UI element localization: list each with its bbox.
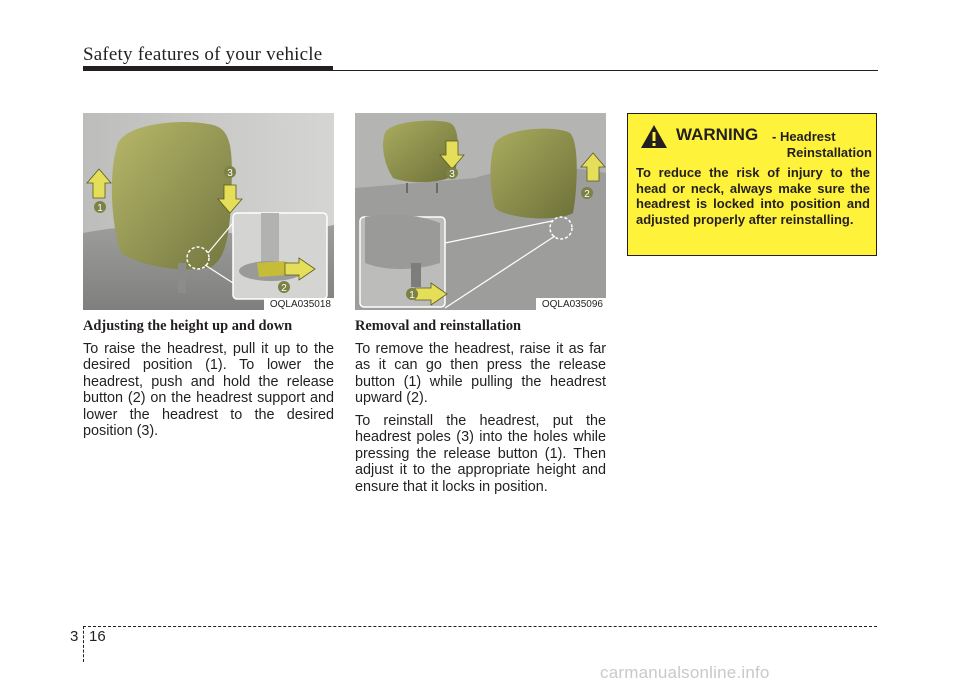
subheading: Adjusting the height up and down: [83, 318, 293, 334]
callout-1: 1: [409, 290, 415, 301]
footer-rule: [83, 626, 877, 627]
paragraph: To reinstall the headrest, put the headrest poles (3) into the holes while pressing the release button (1). Then adjust it to the appropriate height and ensure that it locks in position.: [355, 412, 606, 495]
figure-headrest-removal: [355, 113, 606, 310]
warning-subtitle: - Headrest: [772, 129, 836, 144]
footer-divider: [83, 626, 84, 662]
callout-3: 3: [227, 168, 233, 179]
section-title: Safety features of your vehicle: [83, 44, 323, 65]
title-rule-thick: [83, 66, 333, 71]
figure-code: OQLA035096: [536, 298, 606, 310]
figure-headrest-adjust: [83, 113, 334, 310]
warning-box: [627, 113, 877, 256]
chapter-number: 3: [70, 628, 79, 645]
warning-triangle-icon: [640, 124, 668, 149]
headrest-adjust-illustration: [83, 113, 334, 310]
headrest-removal-illustration: [355, 113, 606, 310]
figure-code: OQLA035018: [264, 298, 334, 310]
column-adjusting-height: [83, 318, 334, 446]
callout-2: 2: [281, 283, 287, 294]
callout-3: 3: [449, 169, 455, 180]
subheading: Removal and reinstallation: [355, 318, 522, 334]
warning-word: WARNING: [676, 125, 759, 144]
page-number: 16: [89, 628, 106, 645]
title-rule-thin: [333, 70, 878, 71]
paragraph: To raise the headrest, pull it up to the desired position (1). To lower the headrest, push and hold the release button (2) on the headrest support and lower the headrest to the desired position (3).: [83, 340, 334, 439]
paragraph: To remove the headrest, raise it as far as it can go then press the release button (1) while pulling the headrest upward (2).: [355, 340, 606, 406]
warning-body: To reduce the risk of injury to the head or neck, always make sure the headrest is locked into position and adjusted properly after reinstalling.: [636, 165, 870, 227]
warning-subtitle-line2: Reinstallation: [786, 145, 872, 160]
watermark: carmanualsonline.info: [600, 663, 770, 682]
callout-2: 2: [584, 189, 590, 200]
callout-1: 1: [97, 203, 103, 214]
column-removal-reinstallation: [355, 318, 606, 501]
